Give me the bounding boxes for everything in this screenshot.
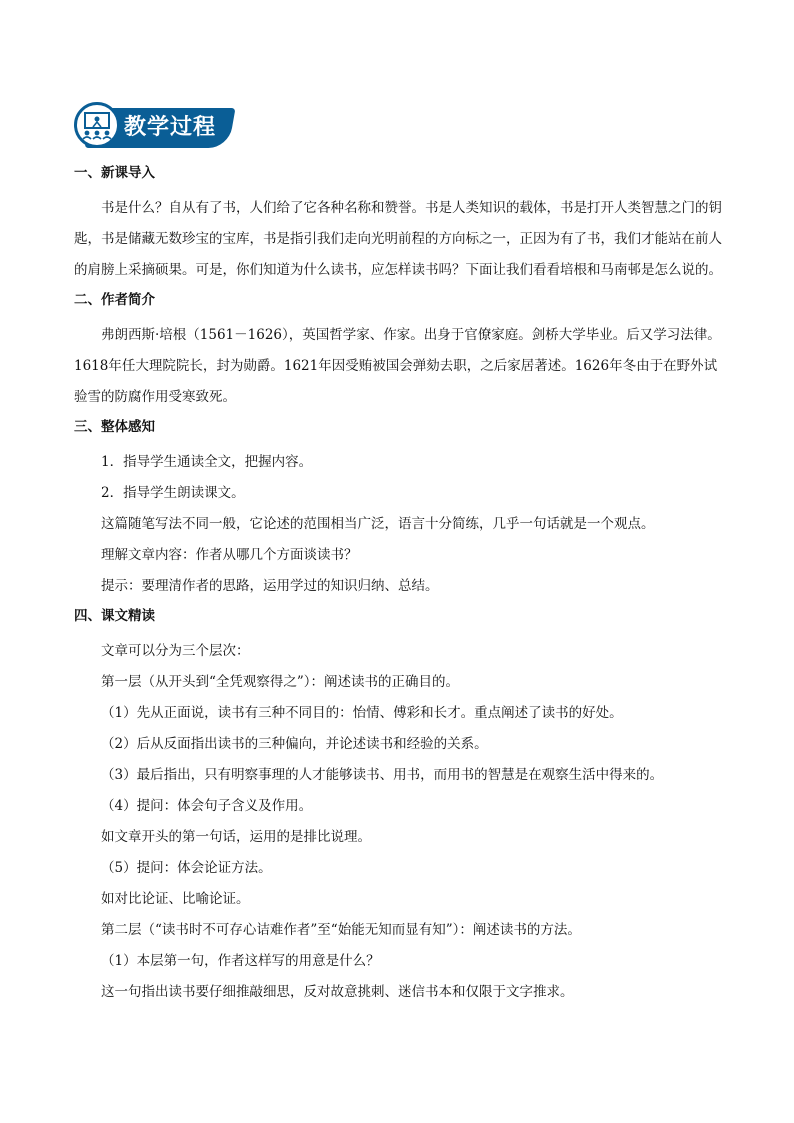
- paragraph: 2．指导学生朗读课文。: [101, 485, 245, 501]
- paragraph: （4）提问：体会句子含义及作用。: [101, 798, 313, 814]
- section-new-lesson-intro: [74, 163, 724, 286]
- paragraph: 这一句指出读书要仔细推敲细思，反对故意挑刺、迷信书本和仅限于文字推求。: [101, 984, 574, 1000]
- section-author-intro: [74, 290, 724, 413]
- section-heading: 四、课文精读: [74, 608, 155, 624]
- section-heading: 三、整体感知: [74, 419, 155, 435]
- banner-title: 教学过程: [124, 115, 217, 140]
- paragraph: （5）提问：体会论证方法。: [101, 860, 272, 876]
- paragraph: （1）本层第一句，作者这样写的用意是什么？: [101, 953, 380, 969]
- section-banner: [74, 102, 232, 150]
- paragraph: 1．指导学生通读全文，把握内容。: [101, 454, 313, 470]
- paragraph: 如对比论证、比喻论证。: [101, 891, 250, 907]
- paragraph: （2）后从反面指出读书的三种偏向，并论述读书和经验的关系。: [101, 736, 488, 752]
- section-overall-perception: [74, 417, 724, 602]
- paragraph: 书是什么？自从有了书，人们给了它各种名称和赞誉。书是人类知识的载体，书是打开人类智慧之门的钥匙，书是储藏无数珍宝的宝库，书是指引我们走向光明前程的方向标之一，正因为有了书，我们才能站在前人的肩膀上采摘硕果。可是，你们知道为什么读书，应怎样读书吗？下面让我们看看培根和马南邨是怎么说的。: [74, 200, 722, 278]
- paragraph: （1）先从正面说，读书有三种不同目的：怡情、傅彩和长才。重点阐述了读书的好处。: [101, 705, 623, 721]
- section-heading: 一、新课导入: [74, 165, 155, 181]
- classroom-teacher-icon-svg: [80, 108, 114, 142]
- lesson-content: [74, 163, 724, 1008]
- section-heading: 二、作者简介: [74, 292, 155, 308]
- paragraph: 如文章开头的第一句话，运用的是排比说理。: [101, 829, 371, 845]
- paragraph: 文章可以分为三个层次：: [101, 643, 250, 659]
- section-close-reading: [74, 606, 724, 1008]
- classroom-teacher-icon: [74, 102, 120, 148]
- paragraph: （3）最后指出，只有明察事理的人才能够读书、用书，而用书的智慧是在观察生活中得来的。: [101, 767, 664, 783]
- paragraph: 第二层（“读书时不可存心诘难作者”至“始能无知而显有知”）：阐述读书的方法。: [101, 922, 581, 938]
- paragraph: 提示：要理清作者的思路，运用学过的知识归纳、总结。: [101, 578, 439, 594]
- paragraph: 理解文章内容：作者从哪几个方面谈读书？: [101, 547, 358, 563]
- paragraph: 这篇随笔写法不同一般，它论述的范围相当广泛，语言十分简练，几乎一句话就是一个观点。: [101, 516, 655, 532]
- paragraph: 弗朗西斯·培根（1561－1626），英国哲学家、作家。出身于官僚家庭。剑桥大学毕业。后又学习法律。1618年任大理院院长，封为勋爵。1621年因受贿被国会弹劾去职，之后家居著述。1626年冬由于在野外试验雪的防腐作用受寒致死。: [74, 327, 721, 405]
- paragraph: 第一层（从开头到“全凭观察得之”）：阐述读书的正确目的。: [101, 674, 460, 690]
